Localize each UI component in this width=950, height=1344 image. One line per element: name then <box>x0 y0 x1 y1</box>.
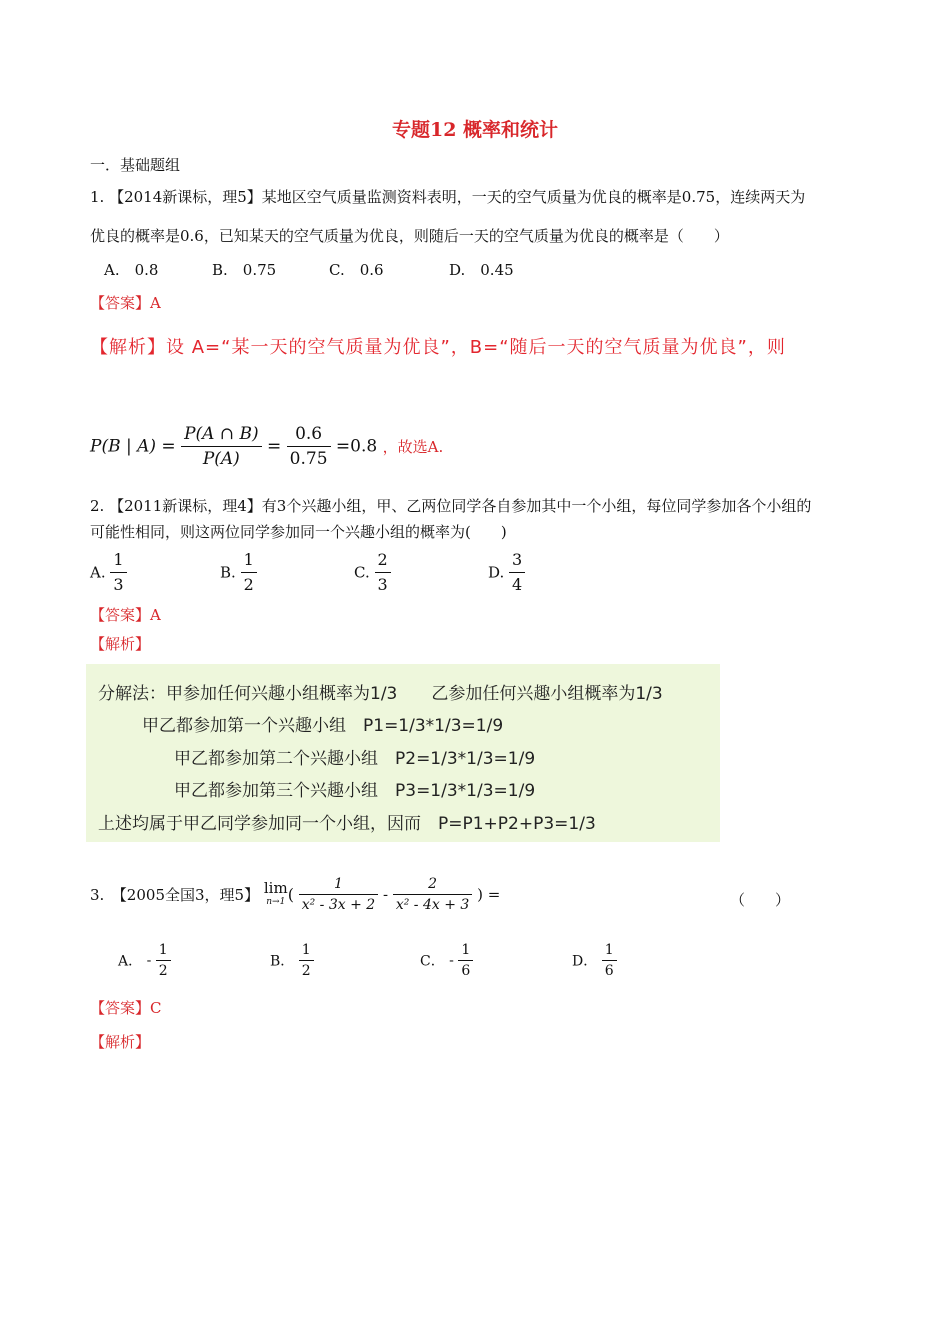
solution-box <box>86 664 720 842</box>
fraction-den: 4 <box>512 575 523 594</box>
q1-answer: 【答案】A <box>90 294 161 312</box>
fraction-num: 1 <box>602 940 617 961</box>
limit-subscript: n→1 <box>266 896 286 907</box>
q1-option-d: D. 0.45 <box>449 261 514 279</box>
q3-bracket: （ ） <box>730 891 791 909</box>
q2-line1: 2. 【2011新课标，理4】有3个兴趣小组，甲、乙两位同学各自参加其中一个小组，每位同学参加各个小组的 <box>90 497 812 515</box>
option-fraction <box>602 940 617 981</box>
q2-option-c <box>354 548 391 597</box>
q1-line2: 优良的概率是0.6，已知某天的空气质量为优良，则随后一天的空气质量为优良的概率是（ ） <box>90 227 729 245</box>
limit-symbol: lim <box>263 878 288 897</box>
option-label: B． <box>270 953 295 970</box>
option-fraction <box>458 940 473 981</box>
q3-option-d <box>572 940 617 981</box>
q3-option-b <box>270 940 314 981</box>
solution-line-5: 上述均属于甲乙同学参加同一个小组，因而 P=P1+P2+P3=1/3 <box>98 814 596 834</box>
formula-num2: 0.6 <box>287 422 331 447</box>
fraction-num: 2 <box>393 874 472 895</box>
q3-limit <box>263 878 288 909</box>
formula-lhs: P(B | A) = <box>90 436 176 457</box>
option-label: A. <box>90 563 106 582</box>
option-label: C. <box>354 563 370 582</box>
q1-option-a: A. 0.8 <box>104 261 159 279</box>
fraction-num: 2 <box>375 548 391 573</box>
formula-eq: = <box>267 436 282 457</box>
formula-result: =0.8 <box>335 436 378 457</box>
open-paren: ( <box>287 885 294 904</box>
page-title: 专题12 概率和统计 <box>391 119 559 141</box>
q1-formula <box>90 422 443 471</box>
solution-line-4: 甲乙都参加第三个兴趣小组 P3=1/3*1/3=1/9 <box>174 781 536 801</box>
option-fraction <box>299 940 314 981</box>
fraction-den: 6 <box>604 963 614 979</box>
fraction-den: x² - 3x + 2 <box>301 897 376 913</box>
option-sign: - <box>146 952 152 969</box>
section-heading: 一．基础题组 <box>90 156 181 174</box>
fraction-den: 3 <box>377 575 388 594</box>
q3-tail: ) = <box>477 885 501 904</box>
fraction-den: x² - 4x + 3 <box>395 897 470 913</box>
option-label: A． <box>118 953 143 970</box>
q3-analysis: 【解析】 <box>90 1033 151 1051</box>
solution-line-2: 甲乙都参加第一个兴趣小组 P1=1/3*1/3=1/9 <box>142 716 504 736</box>
fraction-num: 1 <box>241 548 257 573</box>
q3-answer: 【答案】C <box>90 999 162 1017</box>
formula-tail: ，故选A. <box>382 438 444 456</box>
q3-prefix: 3. 【2005全国3，理5】 <box>90 886 260 904</box>
fraction-den: 3 <box>113 575 124 594</box>
q2-analysis: 【解析】 <box>90 635 151 653</box>
q3-option-a <box>118 940 171 981</box>
option-label: D． <box>572 953 598 970</box>
q1-analysis: 【解析】设 A=“某一天的空气质量为优良”，B=“随后一天的空气质量为优良”，则 <box>90 337 786 358</box>
q1-line1: 1. 【2014新课标，理5】某地区空气质量监测资料表明，一天的空气质量为优良的概率是0.75，连续两天为 <box>90 188 806 206</box>
q2-option-d <box>488 548 525 597</box>
formula-fraction-2 <box>287 422 331 471</box>
fraction-num: 1 <box>110 548 126 573</box>
q3-fraction-1 <box>299 874 378 915</box>
q2-answer: 【答案】A <box>90 606 161 624</box>
minus-sign: - <box>382 885 389 904</box>
option-fraction <box>509 548 525 597</box>
q1-option-b: B. 0.75 <box>212 261 277 279</box>
fraction-num: 1 <box>458 940 473 961</box>
formula-num1: P(A ∩ B) <box>181 422 262 447</box>
q1-option-c: C. 0.6 <box>329 261 384 279</box>
fraction-num: 1 <box>156 940 171 961</box>
q3-option-c <box>420 940 473 981</box>
q2-line2: 可能性相同，则这两位同学参加同一个兴趣小组的概率为( ) <box>90 523 507 541</box>
option-label: B. <box>220 563 236 582</box>
formula-fraction-1 <box>181 422 262 471</box>
option-label: C． <box>420 953 445 970</box>
fraction-num: 1 <box>299 874 378 895</box>
option-fraction <box>156 940 171 981</box>
q3-fraction-2 <box>393 874 472 915</box>
solution-line-3: 甲乙都参加第二个兴趣小组 P2=1/3*1/3=1/9 <box>174 749 536 769</box>
option-label: D. <box>488 563 505 582</box>
option-sign: - <box>449 952 454 969</box>
formula-den2: 0.75 <box>289 449 328 469</box>
option-fraction <box>110 548 126 597</box>
fraction-den: 2 <box>301 963 311 979</box>
q2-option-b <box>220 548 257 597</box>
option-fraction <box>241 548 257 597</box>
q2-option-a <box>90 548 127 597</box>
option-fraction <box>375 548 391 597</box>
fraction-num: 3 <box>509 548 525 573</box>
q3-stem <box>90 874 500 915</box>
formula-den1: P(A) <box>202 449 240 469</box>
fraction-den: 6 <box>461 963 471 979</box>
solution-line-1: 分解法：甲参加任何兴趣小组概率为1/3 乙参加任何兴趣小组概率为1/3 <box>98 684 663 704</box>
fraction-den: 2 <box>243 575 254 594</box>
fraction-num: 1 <box>299 940 314 961</box>
fraction-den: 2 <box>158 963 168 979</box>
